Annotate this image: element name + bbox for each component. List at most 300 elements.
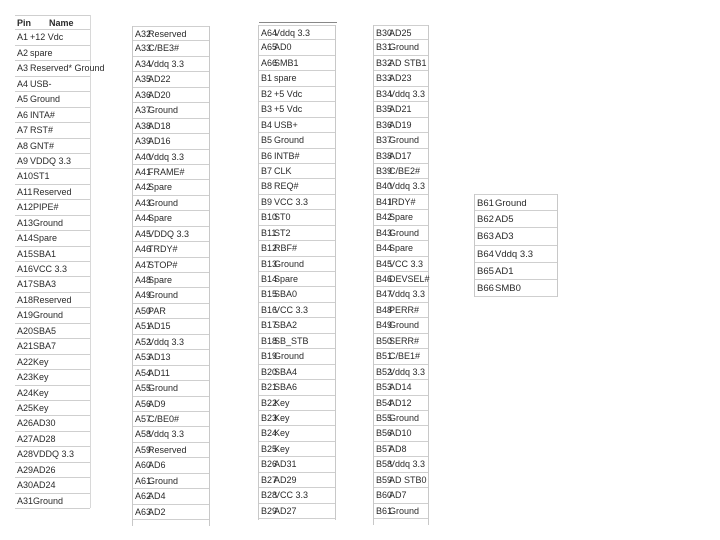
- pin-number: B24: [261, 428, 278, 439]
- pin-row: [133, 211, 209, 226]
- pin-signal-name: SB_STB: [274, 335, 309, 346]
- pin-signal-name: PAR: [148, 305, 166, 316]
- pin-signal-name: VCC 3.3: [274, 490, 309, 501]
- pin-number: A41: [135, 166, 152, 177]
- pin-row: [259, 133, 335, 148]
- pin-row: [374, 380, 428, 395]
- pin-row: [15, 262, 90, 277]
- pin-signal-name: AD5: [495, 214, 514, 226]
- pin-row: [15, 355, 90, 370]
- pin-number: B8: [261, 181, 273, 192]
- pin-number: A23: [17, 372, 34, 383]
- pin-signal-name: Ground: [389, 412, 420, 423]
- pin-row: [15, 139, 90, 154]
- pin-number: B31: [376, 42, 393, 53]
- pin-number: A51: [135, 321, 152, 332]
- pin-number: B51: [376, 351, 393, 362]
- pin-signal-name: SBA4: [274, 366, 298, 377]
- pin-number: B63: [477, 231, 494, 243]
- pin-row: [374, 334, 428, 349]
- pin-signal-name: AD30: [33, 418, 56, 429]
- pin-number: A50: [135, 305, 152, 316]
- pin-number: A52: [135, 336, 152, 347]
- pin-row: [475, 263, 557, 280]
- pin-number: A45: [135, 228, 152, 239]
- pin-number: A7: [17, 125, 29, 136]
- pin-row: [133, 242, 209, 257]
- pin-signal-name: AD11: [148, 367, 170, 378]
- pin-number: A11: [17, 186, 33, 197]
- pin-number: A65: [261, 42, 278, 53]
- pin-number: A35: [135, 74, 152, 85]
- pin-row: [374, 426, 428, 441]
- pin-row: [133, 88, 209, 103]
- pin-number: A10: [17, 171, 34, 182]
- pin-signal-name: AD26: [33, 464, 56, 475]
- pin-number: A56: [135, 398, 152, 409]
- pin-number: B25: [261, 443, 278, 454]
- pin-row: [259, 318, 335, 333]
- pin-signal-name: AD25: [389, 28, 412, 38]
- pin-row: [259, 149, 335, 164]
- pin-number: A3: [17, 63, 29, 74]
- pin-signal-name: Ground: [389, 42, 420, 53]
- pin-row: [374, 40, 428, 55]
- pin-row: [133, 165, 209, 180]
- pin-number: A9: [17, 155, 29, 166]
- pin-row: [133, 304, 209, 319]
- pin-signal-name: Vddq 3.3: [495, 248, 534, 260]
- pin-row: [15, 494, 90, 509]
- pin-signal-name: GNT#: [30, 140, 55, 151]
- pin-row: [15, 169, 90, 184]
- pin-row: [133, 319, 209, 334]
- pin-signal-name: AD9: [148, 398, 166, 409]
- pin-row: [259, 164, 335, 179]
- pin-number: B6: [261, 150, 273, 161]
- pin-number: A62: [135, 491, 152, 502]
- pin-signal-name: Ground: [33, 217, 64, 228]
- pin-row: [374, 257, 428, 272]
- pin-signal-name: SBA2: [274, 320, 298, 331]
- pin-signal-name: VCC 3.3: [274, 196, 309, 207]
- pin-number: A43: [135, 197, 152, 208]
- pin-number: B58: [376, 459, 393, 470]
- pin-number: A39: [135, 136, 152, 147]
- pin-row: [133, 335, 209, 350]
- pin-number: B66: [477, 282, 494, 294]
- pin-column-2: [132, 26, 210, 526]
- pin-signal-name: AD28: [33, 433, 56, 444]
- pin-number: B26: [261, 459, 278, 470]
- pin-row: [133, 505, 209, 520]
- pin-number: A14: [17, 233, 34, 244]
- pin-row: [15, 324, 90, 339]
- pin-signal-name: +12 Vdc: [30, 32, 64, 43]
- pin-number: B30: [376, 28, 393, 38]
- pin-row: [374, 396, 428, 411]
- pin-row: [374, 365, 428, 380]
- pin-signal-name: AD12: [389, 397, 412, 408]
- pin-signal-name: VDDQ 3.3: [30, 155, 72, 166]
- pin-row: [259, 179, 335, 194]
- pin-row: [15, 30, 90, 45]
- pin-number: A22: [17, 356, 34, 367]
- pin-column-5: [474, 194, 558, 297]
- pin-row: [133, 119, 209, 134]
- pin-number: A61: [135, 475, 152, 486]
- pin-signal-name: Ground: [33, 495, 64, 506]
- pin-row: [133, 196, 209, 211]
- pin-row: [133, 381, 209, 396]
- pin-number: B28: [261, 490, 278, 501]
- pin-number: B59: [376, 474, 393, 485]
- pin-row: [133, 288, 209, 303]
- pin-number: B3: [261, 104, 273, 115]
- pin-signal-name: Spare: [274, 274, 299, 284]
- pin-signal-name: AD6: [148, 460, 166, 471]
- pin-row: [259, 40, 335, 55]
- pin-signal-name: C/BE2#: [389, 165, 421, 176]
- pin-signal-name: Ground: [389, 505, 420, 516]
- pin-number: A66: [261, 57, 278, 68]
- pin-row: [374, 318, 428, 333]
- pin-number: A30: [17, 480, 34, 491]
- pin-column-3: [258, 25, 336, 520]
- pin-row: [374, 504, 428, 519]
- pin-row: [15, 339, 90, 354]
- pin-number: B64: [477, 248, 494, 260]
- pin-number: A54: [135, 367, 152, 378]
- pin-number: B12: [261, 243, 278, 254]
- pin-signal-name: AD7: [389, 490, 407, 501]
- pin-signal-name: AD3: [495, 231, 514, 243]
- pin-signal-name: AD8: [389, 443, 407, 454]
- pin-row: [15, 308, 90, 323]
- pin-number: B65: [477, 265, 494, 277]
- pin-signal-name: AD0: [274, 42, 292, 53]
- pin-row: [259, 56, 335, 71]
- pin-signal-name: Vddq 3.3: [389, 459, 426, 470]
- pin-signal-name: DEVSEL#: [389, 274, 430, 284]
- pin-number: A33: [135, 43, 152, 54]
- pin-row: [475, 194, 557, 211]
- pin-row: [15, 247, 90, 262]
- pin-signal-name: AD31: [274, 459, 297, 470]
- pin-number: A44: [135, 213, 152, 224]
- pin-signal-name: spare: [274, 73, 297, 84]
- pin-number: B4: [261, 119, 273, 130]
- pin-header: Pin: [17, 18, 32, 28]
- pin-row: [15, 77, 90, 92]
- pin-number: B37: [376, 135, 393, 146]
- pin-row: [259, 396, 335, 411]
- pin-row: [259, 25, 335, 40]
- pin-signal-name: Key: [274, 412, 290, 423]
- pin-number: B34: [376, 88, 393, 99]
- pin-signal-name: Ground: [148, 290, 179, 301]
- pin-number: A6: [17, 109, 29, 120]
- pin-signal-name: AD16: [148, 136, 171, 147]
- pin-signal-name: AD STB0: [389, 474, 427, 485]
- pin-signal-name: Key: [274, 397, 290, 408]
- pin-signal-name: Reserved: [148, 29, 187, 39]
- pin-signal-name: AD4: [148, 491, 166, 502]
- pin-signal-name: SBA3: [33, 279, 57, 290]
- pin-number: B50: [376, 335, 393, 346]
- pin-row: [15, 154, 90, 169]
- pin-number: B62: [477, 214, 494, 226]
- pin-signal-name: Spare: [389, 212, 414, 223]
- pin-number: A20: [17, 325, 34, 336]
- pin-signal-name: Key: [33, 402, 49, 413]
- pin-signal-name: Ground: [30, 94, 61, 105]
- pin-signal-name: AD13: [148, 352, 171, 363]
- pin-number: A21: [17, 341, 34, 352]
- pin-signal-name: Reserved* Ground: [30, 63, 105, 74]
- pin-row: [15, 92, 90, 107]
- pin-number: B22: [261, 397, 278, 408]
- pin-row: [259, 426, 335, 441]
- pin-signal-name: AD17: [389, 150, 412, 161]
- pin-row: [133, 489, 209, 504]
- pin-number: B61: [376, 505, 393, 516]
- pin-number: B15: [261, 289, 278, 300]
- pin-number: B32: [376, 57, 393, 68]
- pin-number: A58: [135, 429, 152, 440]
- pin-row: [374, 349, 428, 364]
- pin-row: [475, 280, 557, 297]
- pin-row: [133, 258, 209, 273]
- pin-signal-name: TRDY#: [148, 244, 178, 255]
- pin-signal-name: VDDQ 3.3: [33, 449, 75, 460]
- pin-row: [15, 46, 90, 61]
- pin-number: A17: [17, 279, 34, 290]
- pin-signal-name: Ground: [389, 135, 420, 146]
- pin-signal-name: Spare: [148, 213, 173, 224]
- pin-number: B41: [376, 196, 393, 207]
- pin-number: A59: [135, 444, 152, 455]
- pin-number: B48: [376, 304, 393, 315]
- pin-number: B54: [376, 397, 393, 408]
- pin-number: B42: [376, 212, 393, 223]
- pin-signal-name: AD22: [148, 74, 171, 85]
- pin-signal-name: spare: [30, 47, 53, 58]
- pin-row: [133, 72, 209, 87]
- pin-number: B61: [477, 198, 494, 209]
- pin-row: [374, 71, 428, 86]
- pin-signal-name: VDDQ 3.3: [148, 228, 190, 239]
- pin-row: [259, 257, 335, 272]
- pin-number: A34: [135, 58, 152, 69]
- pin-signal-name: FRAME#: [148, 166, 185, 177]
- pin-signal-name: ST1: [33, 171, 50, 182]
- pin-number: A18: [17, 294, 34, 305]
- pin-number: A32: [135, 29, 152, 39]
- pin-number: A38: [135, 120, 152, 131]
- pin-number: A13: [17, 217, 34, 228]
- pin-row: [133, 458, 209, 473]
- pin-number: A36: [135, 89, 152, 100]
- pin-row: [374, 272, 428, 287]
- pin-number: B16: [261, 304, 278, 315]
- pin-row: [15, 386, 90, 401]
- pin-signal-name: AD15: [148, 321, 171, 332]
- pin-signal-name: ST0: [274, 212, 291, 223]
- pin-signal-name: PIPE#: [33, 202, 59, 213]
- pin-signal-name: Ground: [148, 197, 179, 208]
- pin-row: [15, 277, 90, 292]
- pin-row: [15, 447, 90, 462]
- pin-row: [374, 241, 428, 256]
- pin-signal-name: AD18: [148, 120, 171, 131]
- pin-number: B23: [261, 412, 278, 423]
- pin-number: A16: [17, 264, 34, 274]
- pin-signal-name: Key: [33, 356, 49, 367]
- pin-row: [133, 474, 209, 489]
- pin-number: B35: [376, 104, 393, 115]
- pin-signal-name: INTB#: [274, 150, 300, 161]
- pin-signal-name: AD1: [495, 265, 514, 277]
- pin-number: B38: [376, 150, 393, 161]
- pin-number: A15: [17, 248, 34, 259]
- pin-number: B36: [376, 119, 393, 130]
- pin-row: [374, 133, 428, 148]
- pin-signal-name: Vddq 3.3: [148, 336, 185, 347]
- pin-number: A37: [135, 105, 152, 116]
- pin-signal-name: AD23: [389, 73, 412, 84]
- pin-signal-name: Reserved: [33, 294, 72, 305]
- pin-signal-name: Ground: [148, 475, 179, 486]
- pin-signal-name: Ground: [495, 198, 527, 209]
- pin-row: [475, 228, 557, 245]
- pin-signal-name: SBA6: [274, 382, 298, 393]
- pin-number: A46: [135, 244, 152, 255]
- pin-column-1: [15, 15, 105, 508]
- pin-signal-name: AD10: [389, 428, 412, 439]
- pin-row: [15, 185, 90, 200]
- pin-signal-name: SERR#: [389, 335, 420, 346]
- pin-number: B5: [261, 135, 273, 146]
- pin-row: [374, 457, 428, 472]
- pin-number: B17: [261, 320, 278, 331]
- pin-signal-name: C/BE1#: [389, 351, 421, 362]
- pin-row: [15, 231, 90, 246]
- pin-signal-name: SBA0: [274, 289, 298, 300]
- pin-column-4: [373, 25, 429, 525]
- pin-signal-name: Vddq 3.3: [389, 181, 426, 192]
- pin-signal-name: Ground: [274, 135, 305, 146]
- pin-number: B55: [376, 412, 393, 423]
- pin-signal-name: Vddq 3.3: [389, 289, 426, 300]
- pin-row: [259, 380, 335, 395]
- pin-row: [374, 226, 428, 241]
- pin-row: [259, 102, 335, 117]
- pin-row: [374, 473, 428, 488]
- pin-signal-name: ST2: [274, 227, 291, 238]
- pin-row: [15, 293, 90, 308]
- pin-signal-name: AD20: [148, 89, 171, 100]
- pin-signal-name: Reserved: [148, 444, 187, 455]
- pin-row: [475, 246, 557, 263]
- pin-number: A63: [135, 506, 152, 517]
- pin-number: A19: [17, 310, 34, 321]
- pin-signal-name: INTA#: [30, 109, 55, 120]
- pin-row: [15, 370, 90, 385]
- pin-signal-name: Key: [274, 443, 290, 454]
- pin-number: A55: [135, 383, 152, 394]
- pin-number: B45: [376, 258, 393, 269]
- pin-signal-name: Ground: [389, 320, 420, 331]
- pin-row: [374, 442, 428, 457]
- pin-signal-name: Ground: [389, 227, 420, 238]
- pin-row: [133, 227, 209, 242]
- pin-signal-name: VCC 3.3: [274, 304, 309, 315]
- pin-signal-name: AD27: [274, 505, 297, 516]
- pin-row: [374, 25, 428, 40]
- pin-row: [133, 26, 209, 41]
- pin-row: [259, 504, 335, 519]
- pin-number: A48: [135, 275, 152, 285]
- pin-row: [374, 87, 428, 102]
- pin-signal-name: Key: [33, 387, 49, 398]
- pin-row: [374, 411, 428, 426]
- pin-row: [15, 478, 90, 493]
- pin-number: A57: [135, 413, 152, 424]
- name-header: Name: [49, 18, 74, 28]
- pin-signal-name: Ground: [148, 383, 179, 394]
- pin-row: [133, 397, 209, 412]
- pin-signal-name: AD24: [33, 480, 56, 491]
- pin-row: [259, 272, 335, 287]
- pin-row: [259, 195, 335, 210]
- pin-number: A42: [135, 182, 152, 193]
- pin-signal-name: +5 Vdc: [274, 88, 303, 99]
- pin-row: [259, 365, 335, 380]
- pin-signal-name: Ground: [33, 310, 64, 321]
- pin-row: [374, 287, 428, 302]
- pin-number: B10: [261, 212, 278, 223]
- pin-signal-name: RBF#: [274, 243, 298, 254]
- pin-row: [133, 150, 209, 165]
- pin-signal-name: C/BE0#: [148, 413, 180, 424]
- pin-number: A5: [17, 94, 29, 105]
- pin-number: B2: [261, 88, 273, 99]
- pin-number: A60: [135, 460, 152, 471]
- pin-row: [15, 463, 90, 478]
- pin-signal-name: RST#: [30, 125, 54, 136]
- pin-number: A29: [17, 464, 34, 475]
- pin-row: [475, 211, 557, 228]
- pin-number: A64: [261, 28, 278, 38]
- pin-row: [374, 303, 428, 318]
- pin-row: [133, 427, 209, 442]
- pin-number: B27: [261, 474, 278, 485]
- pin-signal-name: VCC 3.3: [33, 264, 68, 274]
- pin-row: [374, 56, 428, 71]
- pin-number: A25: [17, 402, 34, 413]
- pin-number: B43: [376, 227, 393, 238]
- pin-signal-name: Vddq 3.3: [148, 429, 185, 440]
- pin-signal-name: AD14: [389, 382, 412, 393]
- pin-signal-name: C/BE3#: [148, 43, 180, 54]
- pin-number: A40: [135, 151, 152, 162]
- pin-row: [259, 303, 335, 318]
- pin-number: B29: [261, 505, 278, 516]
- pin-number: A12: [17, 202, 34, 213]
- pin-number: B33: [376, 73, 393, 84]
- pin-number: B11: [261, 227, 277, 238]
